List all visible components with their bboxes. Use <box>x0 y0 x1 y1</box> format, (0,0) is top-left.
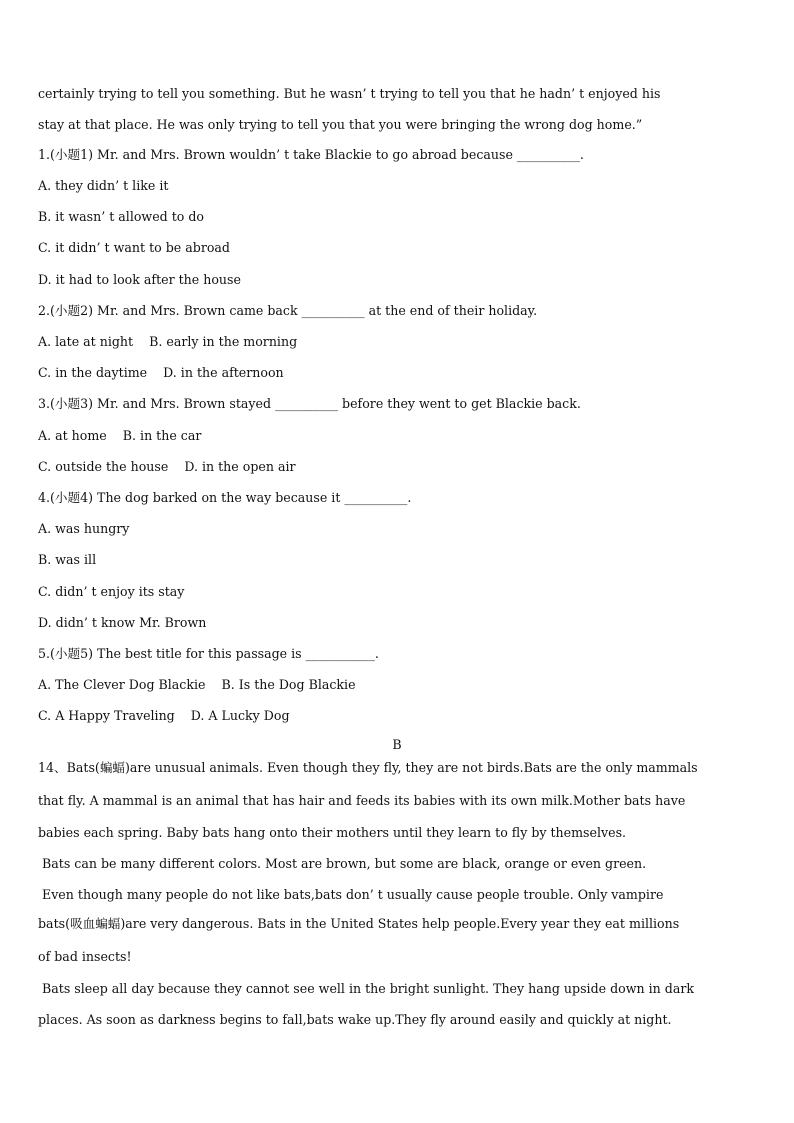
passage-b-line: bats(吸血蝙蝠)are very dangerous. Bats in the United States help people.Every year they eat millions <box>38 916 680 931</box>
passage-b-line: Bats can be many different colors. Most are brown, but some are black, orange or even green. <box>38 856 647 871</box>
question-4-stem: 4.(小题4) The dog barked on the way because it __________. <box>38 490 412 505</box>
question-3-options-cd: C. outside the house D. in the open air <box>38 459 296 474</box>
question-1-option-b: B. it wasn’ t allowed to do <box>38 209 205 224</box>
passage-a-line: stay at that place. He was only trying to tell you that you were bringing the wrong dog home.” <box>38 117 643 132</box>
question-3-options-ab: A. at home B. in the car <box>38 428 202 443</box>
question-5-stem: 5.(小题5) The best title for this passage is ___________. <box>38 646 379 661</box>
passage-a-line: certainly trying to tell you something. But he wasn’ t trying to tell you that he hadn’ t enjoyed his <box>38 86 661 101</box>
question-3-stem: 3.(小题3) Mr. and Mrs. Brown stayed __________ before they went to get Blackie back. <box>38 396 581 411</box>
passage-b-line: of bad insects! <box>38 949 132 964</box>
passage-b-line: babies each spring. Baby bats hang onto their mothers until they learn to fly by themselves. <box>38 825 627 840</box>
question-4-option-a: A. was hungry <box>38 521 130 536</box>
question-4-option-b: B. was ill <box>38 552 97 567</box>
question-1-stem: 1.(小题1) Mr. and Mrs. Brown wouldn’ t take Blackie to go abroad because __________. <box>38 147 584 162</box>
passage-b-line: 14、Bats(蝙蝠)are unusual animals. Even though they fly, they are not birds.Bats are the only mammals <box>38 760 698 775</box>
question-2-options-cd: C. in the daytime D. in the afternoon <box>38 365 284 380</box>
passage-b-line: Bats sleep all day because they cannot see well in the bright sunlight. They hang upside down in dark <box>38 981 695 996</box>
question-5-options-cd: C. A Happy Traveling D. A Lucky Dog <box>38 708 290 723</box>
question-5-options-ab: A. The Clever Dog Blackie B. Is the Dog Blackie <box>38 677 356 692</box>
question-4-option-d: D. didn’ t know Mr. Brown <box>38 615 207 630</box>
question-2-stem: 2.(小题2) Mr. and Mrs. Brown came back __________ at the end of their holiday. <box>38 303 538 318</box>
passage-b-line: that fly. A mammal is an animal that has hair and feeds its babies with its own milk.Mother bats have <box>38 793 686 808</box>
question-1-option-d: D. it had to look after the house <box>38 272 241 287</box>
passage-b-line: Even though many people do not like bats,bats don’ t usually cause people trouble. Only vampire <box>38 887 664 902</box>
question-1-option-c: C. it didn’ t want to be abroad <box>38 240 230 255</box>
section-b-heading: B <box>392 737 402 752</box>
passage-b-line: places. As soon as darkness begins to fall,bats wake up.They fly around easily and quickly at night. <box>38 1012 672 1027</box>
question-1-option-a: A. they didn’ t like it <box>38 178 169 193</box>
question-4-option-c: C. didn’ t enjoy its stay <box>38 584 185 599</box>
question-2-options-ab: A. late at night B. early in the morning <box>38 334 298 349</box>
